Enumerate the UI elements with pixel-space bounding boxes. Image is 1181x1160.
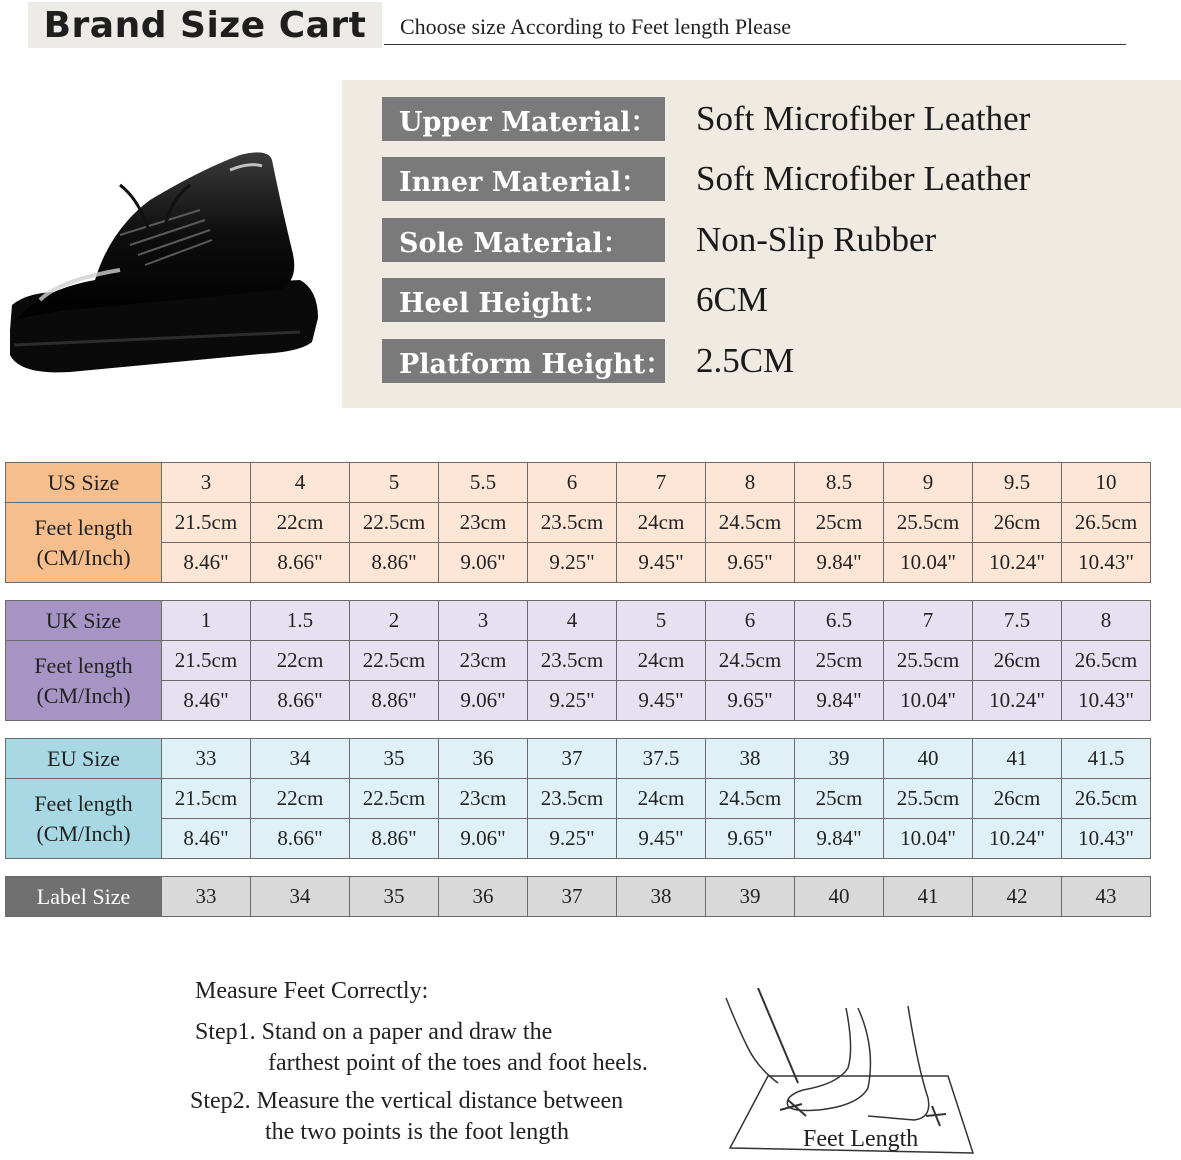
inch-cell: 9.25" (528, 819, 617, 859)
size-cell: 9.5 (973, 463, 1062, 503)
size-cell: 36 (439, 877, 528, 917)
size-cell: 7 (884, 601, 973, 641)
spec-value: Soft Microfiber Leather (696, 159, 1031, 198)
inch-cell: 10.04" (884, 819, 973, 859)
cm-cell: 22cm (251, 503, 350, 543)
size-cell: 34 (251, 739, 350, 779)
size-cell: 41 (884, 877, 973, 917)
size-cell: 41.5 (1062, 739, 1151, 779)
cm-row (6, 641, 1151, 681)
size-system-header: UK Size (6, 601, 162, 641)
step2-line1: Step2. Measure the vertical distance between (190, 1088, 624, 1114)
size-cell: 41 (973, 739, 1062, 779)
spec-row-inner-material (382, 157, 1030, 201)
inch-row (6, 819, 1151, 859)
inch-cell: 8.86" (350, 681, 439, 721)
spec-label: Heel Height： (382, 278, 665, 322)
inch-cell: 9.06" (439, 543, 528, 583)
feet-length-header (6, 779, 162, 859)
cm-cell: 23cm (439, 641, 528, 681)
size-cell: 6.5 (795, 601, 884, 641)
size-cell: 6 (528, 463, 617, 503)
inch-cell: 9.84" (795, 681, 884, 721)
cm-row (6, 779, 1151, 819)
size-cell: 10 (1062, 463, 1151, 503)
cm-row (6, 503, 1151, 543)
inch-cell: 9.25" (528, 543, 617, 583)
feet-length-label: Feet length (34, 652, 133, 678)
eu-size-table (5, 738, 1151, 859)
size-cell: 34 (251, 877, 350, 917)
size-cell: 37.5 (617, 739, 706, 779)
cm-cell: 22cm (251, 779, 350, 819)
cm-cell: 24cm (617, 779, 706, 819)
size-row (6, 463, 1151, 503)
step1-line1: Step1. Stand on a paper and draw the (195, 1019, 553, 1045)
size-cell: 39 (706, 877, 795, 917)
inch-cell: 9.45" (617, 681, 706, 721)
size-cell: 35 (350, 739, 439, 779)
cm-cell: 26cm (973, 503, 1062, 543)
cm-cell: 23cm (439, 779, 528, 819)
us-size-table (5, 462, 1151, 583)
feet-length-unit-label: (CM/Inch) (36, 682, 131, 708)
size-cell: 38 (706, 739, 795, 779)
uk-size-table (5, 600, 1151, 721)
size-row (6, 877, 1151, 917)
size-cell: 5 (350, 463, 439, 503)
cm-cell: 21.5cm (162, 779, 251, 819)
cm-cell: 22.5cm (350, 779, 439, 819)
inch-cell: 9.45" (617, 543, 706, 583)
spec-value: 6CM (696, 280, 768, 319)
inch-cell: 9.45" (617, 819, 706, 859)
inch-cell: 9.65" (706, 543, 795, 583)
size-cell: 3 (439, 601, 528, 641)
size-cell: 42 (973, 877, 1062, 917)
measure-heading: Measure Feet Correctly: (195, 978, 429, 1004)
size-cell: 8 (706, 463, 795, 503)
spec-row-heel-height (382, 278, 768, 322)
size-row (6, 739, 1151, 779)
cm-cell: 25cm (795, 779, 884, 819)
spec-value: 2.5CM (696, 341, 795, 380)
title-underline (384, 44, 1126, 45)
size-cell: 6 (706, 601, 795, 641)
inch-cell: 9.65" (706, 819, 795, 859)
spec-value: Soft Microfiber Leather (696, 99, 1031, 138)
page-title: Brand Size Cart (43, 4, 367, 46)
size-cell: 5 (617, 601, 706, 641)
inch-cell: 10.43" (1062, 681, 1151, 721)
inch-cell: 10.24" (973, 819, 1062, 859)
cm-cell: 22cm (251, 641, 350, 681)
inch-cell: 10.43" (1062, 543, 1151, 583)
size-system-header: EU Size (6, 739, 162, 779)
size-system-header: US Size (6, 463, 162, 503)
inch-cell: 9.65" (706, 681, 795, 721)
cm-cell: 22.5cm (350, 503, 439, 543)
spec-label: Upper Material： (382, 97, 665, 141)
size-cell: 36 (439, 739, 528, 779)
size-system-header: Label Size (6, 877, 162, 917)
cm-cell: 24.5cm (706, 503, 795, 543)
foot-diagram-caption: Feet Length (803, 1126, 919, 1152)
cm-cell: 23.5cm (528, 779, 617, 819)
cm-cell: 26.5cm (1062, 779, 1151, 819)
spec-value: Non-Slip Rubber (696, 220, 937, 259)
size-cell: 33 (162, 877, 251, 917)
feet-length-header (6, 503, 162, 583)
size-cell: 33 (162, 739, 251, 779)
cm-cell: 23.5cm (528, 503, 617, 543)
feet-length-header (6, 641, 162, 721)
cm-cell: 21.5cm (162, 641, 251, 681)
size-cell: 40 (795, 877, 884, 917)
spec-row-platform-height (382, 339, 794, 383)
cm-cell: 24.5cm (706, 641, 795, 681)
inch-cell: 10.04" (884, 681, 973, 721)
cm-cell: 23cm (439, 503, 528, 543)
size-cell: 7.5 (973, 601, 1062, 641)
step1-line2: farthest point of the toes and foot heels. (268, 1050, 648, 1076)
cm-cell: 26cm (973, 641, 1062, 681)
spec-label: Inner Material： (382, 157, 665, 201)
inch-cell: 8.66" (251, 819, 350, 859)
size-cell: 9 (884, 463, 973, 503)
inch-cell: 10.04" (884, 543, 973, 583)
inch-cell: 9.06" (439, 819, 528, 859)
spec-label: Sole Material： (382, 218, 665, 262)
spec-label: Platform Height： (382, 339, 665, 383)
page-subtitle: Choose size According to Feet length Please (400, 14, 792, 39)
cm-cell: 26.5cm (1062, 641, 1151, 681)
inch-row (6, 543, 1151, 583)
spec-row-upper-material (382, 97, 1030, 141)
feet-length-unit-label: (CM/Inch) (36, 544, 131, 570)
cm-cell: 26cm (973, 779, 1062, 819)
feet-length-label: Feet length (34, 790, 133, 816)
spec-row-sole-material (382, 218, 936, 262)
cm-cell: 25.5cm (884, 779, 973, 819)
size-cell: 39 (795, 739, 884, 779)
inch-cell: 8.46" (162, 681, 251, 721)
inch-cell: 8.66" (251, 543, 350, 583)
size-cell: 2 (350, 601, 439, 641)
shoe-product-image (0, 140, 330, 390)
size-cell: 37 (528, 739, 617, 779)
size-cell: 4 (251, 463, 350, 503)
size-cell: 1.5 (251, 601, 350, 641)
inch-cell: 9.84" (795, 543, 884, 583)
inch-cell: 8.66" (251, 681, 350, 721)
label-size-table (5, 876, 1151, 917)
cm-cell: 25cm (795, 641, 884, 681)
size-cell: 35 (350, 877, 439, 917)
step2-line2: the two points is the foot length (265, 1119, 569, 1145)
inch-cell: 9.84" (795, 819, 884, 859)
size-cell: 8 (1062, 601, 1151, 641)
cm-cell: 24.5cm (706, 779, 795, 819)
size-cell: 40 (884, 739, 973, 779)
inch-cell: 10.43" (1062, 819, 1151, 859)
size-cell: 4 (528, 601, 617, 641)
inch-cell: 8.86" (350, 819, 439, 859)
size-cell: 38 (617, 877, 706, 917)
cm-cell: 24cm (617, 641, 706, 681)
cm-cell: 22.5cm (350, 641, 439, 681)
inch-row (6, 681, 1151, 721)
size-cell: 8.5 (795, 463, 884, 503)
size-cell: 1 (162, 601, 251, 641)
inch-cell: 8.46" (162, 819, 251, 859)
feet-length-unit-label: (CM/Inch) (36, 820, 131, 846)
inch-cell: 9.25" (528, 681, 617, 721)
inch-cell: 10.24" (973, 681, 1062, 721)
inch-cell: 8.46" (162, 543, 251, 583)
cm-cell: 25cm (795, 503, 884, 543)
size-cell: 37 (528, 877, 617, 917)
inch-cell: 10.24" (973, 543, 1062, 583)
inch-cell: 8.86" (350, 543, 439, 583)
cm-cell: 21.5cm (162, 503, 251, 543)
size-cell: 43 (1062, 877, 1151, 917)
size-row (6, 601, 1151, 641)
feet-length-label: Feet length (34, 514, 133, 540)
cm-cell: 25.5cm (884, 503, 973, 543)
size-cell: 3 (162, 463, 251, 503)
cm-cell: 25.5cm (884, 641, 973, 681)
inch-cell: 9.06" (439, 681, 528, 721)
size-cell: 5.5 (439, 463, 528, 503)
material-spec-panel (342, 80, 1181, 408)
cm-cell: 23.5cm (528, 641, 617, 681)
brand-size-chart-title-box (28, 2, 382, 48)
cm-cell: 24cm (617, 503, 706, 543)
size-cell: 7 (617, 463, 706, 503)
cm-cell: 26.5cm (1062, 503, 1151, 543)
